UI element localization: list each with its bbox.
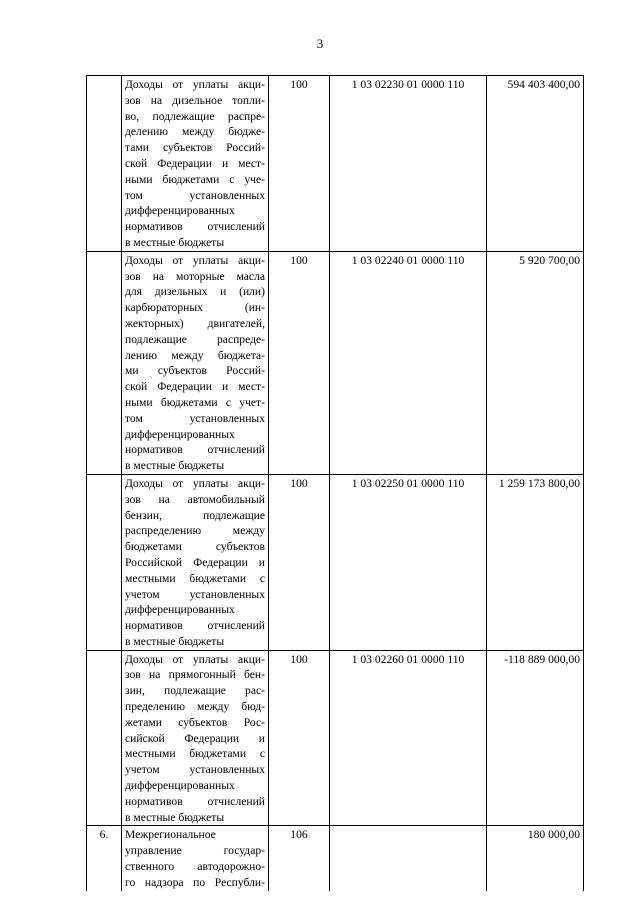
budget-classification-code <box>330 826 487 891</box>
revenue-name <box>122 76 269 252</box>
table-row <box>87 251 584 474</box>
revenue-name-line: зин, подлежащие рас- <box>125 684 265 698</box>
revenue-name-line: нормативов отчислений <box>125 794 265 808</box>
admin-code: 100 <box>269 251 330 474</box>
revenue-name-line: бензин, подлежащие <box>125 508 265 522</box>
revenue-name-line: дифференцированных <box>125 427 235 441</box>
revenue-name-line: ской Федерации и мест- <box>125 380 265 394</box>
revenue-name-line: учетом установленных <box>125 763 265 777</box>
amount: -118 889 000,00 <box>487 650 584 826</box>
revenue-name-line: го надзора по Республи- <box>125 875 265 889</box>
table-row <box>87 76 584 252</box>
revenue-name-line: делению между бюдже- <box>125 125 265 139</box>
revenue-name-line: дифференцированных <box>125 779 235 793</box>
revenue-name-line: лению между бюджета- <box>125 348 265 362</box>
revenue-name-line: Межрегиональное <box>125 828 216 842</box>
admin-code: 100 <box>269 76 330 252</box>
revenue-name-line: ными бюджетами с уче- <box>125 172 265 186</box>
revenue-name-line: для дизельных и (или) <box>125 285 265 299</box>
revenue-name-line: в местные бюджеты <box>125 235 225 249</box>
revenue-name-line: карбюраторных (ин- <box>125 301 265 315</box>
revenue-name <box>122 474 269 650</box>
revenue-name-line: том установленных <box>125 411 265 425</box>
revenue-name-line: управление государ- <box>125 844 265 858</box>
revenue-name-line: бюджетами субъектов <box>125 540 265 554</box>
revenue-name-line: жетами субъектов Рос- <box>125 715 265 729</box>
revenue-table <box>86 75 584 891</box>
revenue-name-line: Доходы от уплаты акци- <box>125 253 265 267</box>
budget-classification-code: 1 03 02230 01 0000 110 <box>330 76 487 252</box>
revenue-name-line: в местные бюджеты <box>125 634 225 648</box>
revenue-name-line: Доходы от уплаты акци- <box>125 652 265 666</box>
table-row <box>87 650 584 826</box>
budget-classification-code: 1 03 02260 01 0000 110 <box>330 650 487 826</box>
revenue-name-line: подлежащие распреде- <box>125 332 265 346</box>
revenue-name <box>122 650 269 826</box>
revenue-name-line: дифференцированных <box>125 603 235 617</box>
admin-code: 100 <box>269 474 330 650</box>
admin-code: 106 <box>269 826 330 891</box>
revenue-name-line: нормативов отчислений <box>125 220 265 234</box>
revenue-name-line: Доходы от уплаты акци- <box>125 476 265 490</box>
revenue-name-line: местными бюджетами с <box>125 747 265 761</box>
row-number <box>87 251 122 474</box>
revenue-name-line: зов на дизельное топли- <box>125 93 265 107</box>
table-row <box>87 474 584 650</box>
page-number: 3 <box>316 36 324 51</box>
revenue-name-line: учетом установленных <box>125 587 265 601</box>
revenue-name-line: распределению между <box>125 524 265 538</box>
revenue-name-line: ными бюджетами с учет- <box>125 395 265 409</box>
revenue-name-line: зов на моторные масла <box>125 269 265 283</box>
revenue-name-line: жекторных) двигателей, <box>125 316 265 330</box>
row-number <box>87 76 122 252</box>
revenue-name-line: нормативов отчислений <box>125 443 265 457</box>
amount: 1 259 173 800,00 <box>487 474 584 650</box>
revenue-name-line: местными бюджетами с <box>125 571 265 585</box>
revenue-name-line: зов на автомобильный <box>125 492 265 506</box>
amount: 5 920 700,00 <box>487 251 584 474</box>
amount: 594 403 400,00 <box>487 76 584 252</box>
revenue-name-line: том установленных <box>125 188 265 202</box>
revenue-name-line: тами субъектов Россий- <box>125 141 265 155</box>
row-number: 6. <box>87 826 122 891</box>
revenue-name-line: Российской Федерации и <box>125 555 265 569</box>
revenue-name <box>122 251 269 474</box>
revenue-name-line: в местные бюджеты <box>125 810 225 824</box>
budget-classification-code: 1 03 02240 01 0000 110 <box>330 251 487 474</box>
revenue-name-line: в местные бюджеты <box>125 459 225 473</box>
revenue-name-line: ми субъектов Россий- <box>125 364 265 378</box>
admin-code: 100 <box>269 650 330 826</box>
revenue-name-line: дифференцированных <box>125 204 235 218</box>
row-number <box>87 650 122 826</box>
revenue-name-line: пределению между бюд- <box>125 700 265 714</box>
revenue-name <box>122 826 269 891</box>
revenue-name-line: Доходы от уплаты акци- <box>125 78 265 91</box>
revenue-name-line: сийской Федерации и <box>125 731 265 745</box>
revenue-name-line: нормативов отчислений <box>125 619 265 633</box>
row-number <box>87 474 122 650</box>
revenue-name-line: ственного автодорожно- <box>125 860 265 874</box>
table-row <box>87 826 584 891</box>
revenue-name-line: во, подлежащие распре- <box>125 109 265 123</box>
revenue-name-line: зов на прямогонный бен- <box>125 668 265 682</box>
revenue-name-line: ской Федерации и мест- <box>125 156 265 170</box>
budget-classification-code: 1 03 02250 01 0000 110 <box>330 474 487 650</box>
amount: 180 000,00 <box>487 826 584 891</box>
